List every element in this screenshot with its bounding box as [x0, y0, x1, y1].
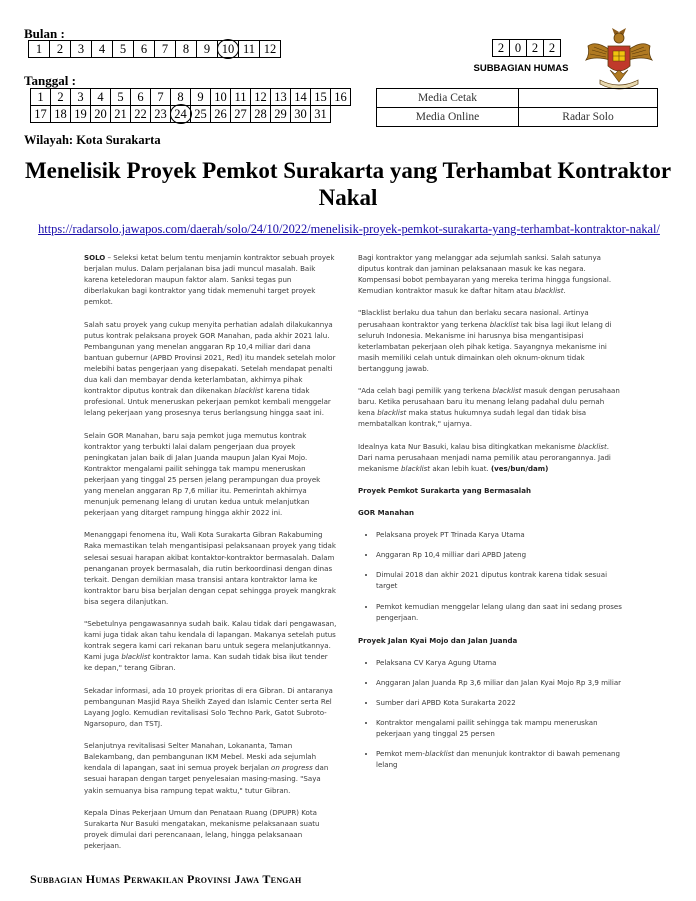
article-right-column: [358, 252, 622, 782]
grid-cell: 22: [131, 106, 151, 123]
selected-circle-icon: [217, 39, 239, 59]
grid-cell: 4: [92, 41, 113, 58]
paragraph: "Ada celah bagi pemilik yang terkena blacklist masuk dengan perusahaan baru. Ketika perusahaan baru itu menang lelang padahal dulu pernah kena blacklist maka status hukumnya sudah legal dan tidak bisa membatalkan kontrak," ujarnya.: [358, 386, 620, 429]
grid-cell: 2: [493, 40, 510, 57]
article-left-column: [84, 252, 338, 862]
org-name: SUBBAGIAN HUMAS: [473, 63, 569, 74]
grid-cell: 12: [251, 89, 271, 106]
bulan-label: Bulan :: [24, 26, 65, 41]
paragraph: "Sebetulnya pengawasannya sudah baik. Kalau tidak dari pengawasan, kami juga tidak akan tahu kendala di lapangan. Makanya setelah putus kontrak segera kami cari rekanan baru untuk segera melanjutkannya. Kami juga blacklist kontraktor lama. Kan sudah tidak bisa ikut tender ke depan," terang Gibran.: [84, 619, 337, 673]
subsection-title-jalan: Proyek Jalan Kyai Mojo dan Jalan Juanda: [358, 635, 518, 645]
grid-cell: 15: [311, 89, 331, 106]
list-item: • Sumber dari APBD Kota Surakarta 2022: [376, 697, 622, 708]
garuda-emblem-icon: [582, 26, 656, 96]
grid-cell: 10: [218, 41, 239, 58]
grid-cell: 1: [29, 41, 50, 58]
list-item: • Kontraktor mengalami pailit sehingga tak mampu meneruskan pekerjaan yang tinggal 25 persen: [376, 717, 622, 739]
selected-circle-icon: [170, 104, 192, 124]
grid-cell: 23: [151, 106, 171, 123]
grid-cell: 9: [197, 41, 218, 58]
grid-cell: 31: [311, 106, 331, 123]
grid-cell: 26: [211, 106, 231, 123]
grid-cell: 17: [31, 106, 51, 123]
grid-cell: 12: [260, 41, 281, 58]
grid-cell: 28: [251, 106, 271, 123]
footer-org: Subbagian Humas Perwakilan Provinsi Jawa Tengah: [30, 872, 302, 886]
paragraph: Bagi kontraktor yang melanggar ada sejumlah sanksi. Salah satunya diputus kontrak dan jaminan pelaksanaan masuk ke kas negara. Kompensasi bobot pembayaran yang mereka terima hingga fungsional. Kemudian kontraktor masuk ke daftar hitam atau blacklist.: [358, 253, 612, 296]
list-item: • Pelaksana proyek PT Trinada Karya Utama: [376, 529, 622, 540]
grid-cell: 18: [51, 106, 71, 123]
grid-cell: 25: [191, 106, 211, 123]
list-item: • Anggaran Jalan Juanda Rp 3,6 miliar dan Jalan Kyai Mojo Rp 3,9 miliar: [376, 677, 622, 688]
grid-cell: 1: [31, 89, 51, 106]
subsection-title-gor: GOR Manahan: [358, 508, 414, 518]
media-online-value: Radar Solo: [519, 108, 658, 127]
grid-cell: 21: [111, 106, 131, 123]
paragraph: Sekadar informasi, ada 10 proyek prioritas di era Gibran. Di antaranya pembangunan Masjid Raya Sheikh Zayed dan Islamic Center serta Rel Layang Joglo. Kemudian revitalisasi Solo Techno Park, Gatot Subroto-Ngarsopuro, dan TSTJ.: [84, 685, 333, 728]
jalan-list: [358, 657, 622, 771]
grid-cell: 8: [171, 89, 191, 106]
list-item: • Pemkot kemudian menggelar lelang ulang dan saat ini sedang proses pengerjaan.: [376, 601, 622, 623]
grid-cell: 11: [239, 41, 260, 58]
grid-cell: 16: [331, 89, 351, 106]
year-grid: [492, 39, 561, 57]
paragraph: "Blacklist berlaku dua tahun dan berlaku secara nasional. Artinya perusahaan kontraktor yang terkena blacklist tak bisa lagi ikut lelang di seluruh Indonesia. Mekanisme ini harusnya bisa mengantisipasi keterlambatan pekerjaan oleh pihak ketiga. Sayangnya mekanisme ini masih memiliki celah untuk dimainkan oleh oknum-oknum tidak bertanggung jawab.: [358, 308, 612, 373]
gor-list: [358, 529, 622, 623]
article-title: Menelisik Proyek Pemkot Surakarta yang Terhambat Kontraktor Nakal: [24, 158, 672, 210]
tanggal-label: Tanggal :: [24, 73, 76, 88]
grid-cell: 2: [51, 89, 71, 106]
grid-cell: 6: [131, 89, 151, 106]
grid-cell: 8: [176, 41, 197, 58]
month-grid: [28, 40, 281, 58]
grid-cell: 13: [271, 89, 291, 106]
list-item: • Pemkot mem-blacklist dan menunjuk kontraktor di bawah pemenang lelang: [376, 748, 622, 770]
paragraph: Selain GOR Manahan, baru saja pemkot juga memutus kontrak kontraktor yang terbukti lalai dalam pengerjaan dua proyek peningkatan jalan baik di Jalan Juanda maupun Jalan Kyai Mojo. Kontraktor mengalami pailit sehingga tak mampu meneruskan pekerjaan yang tinggal 25 persen jelang perampungan dua proyek yang menelan anggaran Rp 7,6 miliar itu. Pemerintah akhirnya menunjuk pemenang lelang di urutan kedua untuk melanjutkan pekerjaan yang ditarget rampung hingga akhir 2022 ini.: [84, 430, 321, 518]
grid-cell: 7: [155, 41, 176, 58]
list-item: • Pelaksana CV Karya Agung Utama: [376, 657, 622, 668]
media-table: [376, 88, 658, 127]
grid-cell: 6: [134, 41, 155, 58]
grid-cell: 0: [510, 40, 527, 57]
wilayah-label: Wilayah: Kota Surakarta: [24, 133, 161, 147]
paragraph: Salah satu proyek yang cukup menyita perhatian adalah dilakukannya putus kontrak pelaksana proyek GOR Manahan, pada akhir 2021 lalu. Pembangunan yang menelan anggaran Rp 10,4 miliar dari dana bantuan gubernur (APBD Provinsi 2021, Red) itu mandek setelah molor melebihi batas pengerjaan yang disepakati. Setelah mendapat penalti dua kali dan membayar denda keterlambatan, akhirnya pihak kontraktor diputus kontrak dan dikenakan blacklist karena tidak profesional. Untuk meneruskan pekerjaan pemkot kembali menggelar lelang pekerjaan yang prosesnya terus berlangsung hingga saat ini.: [84, 319, 336, 418]
section-title: Proyek Pemkot Surakarta yang Bermasalah: [358, 485, 531, 495]
grid-cell: 30: [291, 106, 311, 123]
grid-cell: 2: [544, 40, 561, 57]
media-online-label: Media Online: [377, 108, 519, 127]
grid-cell: 24: [171, 106, 191, 123]
paragraph: Menanggapi fenomena itu, Wali Kota Surakarta Gibran Rakabuming Raka memastikan telah mengantisipasi pelaksanaan proyek yang tidak selesai sesuai harapan akibat kontaktor-kontraktor bermasalah. Dalam penanganan proyek bermasalah, dia rutin berkoordinasi dengan dinas terkait. Dengan demikian masa transisi antara kontraktor lama ke kontraktor baru bisa berjalan dengan cepat sehingga proyek mangkrak bisa segera dilanjutkan.: [84, 530, 336, 606]
grid-cell: 10: [211, 89, 231, 106]
media-cetak-value: [519, 89, 658, 108]
list-item: • Anggaran Rp 10,4 milliar dari APBD Jateng: [376, 549, 622, 560]
article-url[interactable]: https://radarsolo.jawapos.com/daerah/solo/24/10/2022/menelisik-proyek-pemkot-surakarta-yang-terhambat-kontraktor-nakal/: [38, 222, 660, 236]
grid-cell: 3: [71, 89, 91, 106]
grid-cell: 3: [71, 41, 92, 58]
grid-cell: 11: [231, 89, 251, 106]
grid-cell: 14: [291, 89, 311, 106]
grid-cell: 2: [50, 41, 71, 58]
grid-cell: 29: [271, 106, 291, 123]
grid-cell: 2: [527, 40, 544, 57]
grid-cell: 7: [151, 89, 171, 106]
paragraph: Idealnya kata Nur Basuki, kalau bisa ditingkatkan mekanisme blacklist. Dari nama perusahaan menjadi nama pemilik atau perorangannya. Jadi mekanisme blacklist akan lebih kuat. (ves/bun/dam): [358, 441, 611, 473]
day-grid: [30, 88, 351, 123]
grid-cell: 9: [191, 89, 211, 106]
grid-cell: 5: [111, 89, 131, 106]
grid-cell: 4: [91, 89, 111, 106]
paragraph: Kepala Dinas Pekerjaan Umum dan Penataan Ruang (DPUPR) Kota Surakarta Nur Basuki mengatakan, mekanisme pelaksanaan suatu proyek dimulai dari perencanaan, lelang, hingga pelaksanaan pekerjaan.: [84, 807, 320, 850]
grid-cell: 20: [91, 106, 111, 123]
grid-cell: 5: [113, 41, 134, 58]
paragraph: SOLO – Seleksi ketat belum tentu menjamin kontraktor sebuah proyek berjalan mulus. Dalam perjalanan bisa jadi muncul masalah. Baik karena keteledoran maupun faktor alam. Sanksi tegas pun diberlakukan bagi kontraktor yang tidak memenuhi target proyek pemkot.: [84, 253, 335, 307]
media-cetak-label: Media Cetak: [377, 89, 519, 108]
grid-cell: 19: [71, 106, 91, 123]
paragraph: Selanjutnya revitalisasi Selter Manahan, Lokananta, Taman Balekambang, dan pembangunan IKM Mebel. Meski ada sejumlah kendala di lapangan, saat ini semua proyek berjalan on progress dan sesuai harapan dengan target penyelesaian masing-masing. "Saya yakin semuanya bisa rampung tepat waktu," tutur Gibran.: [84, 741, 329, 795]
list-item: • Dimulai 2018 dan akhir 2021 diputus kontrak karena tidak sesuai target: [376, 569, 622, 591]
grid-cell: 27: [231, 106, 251, 123]
